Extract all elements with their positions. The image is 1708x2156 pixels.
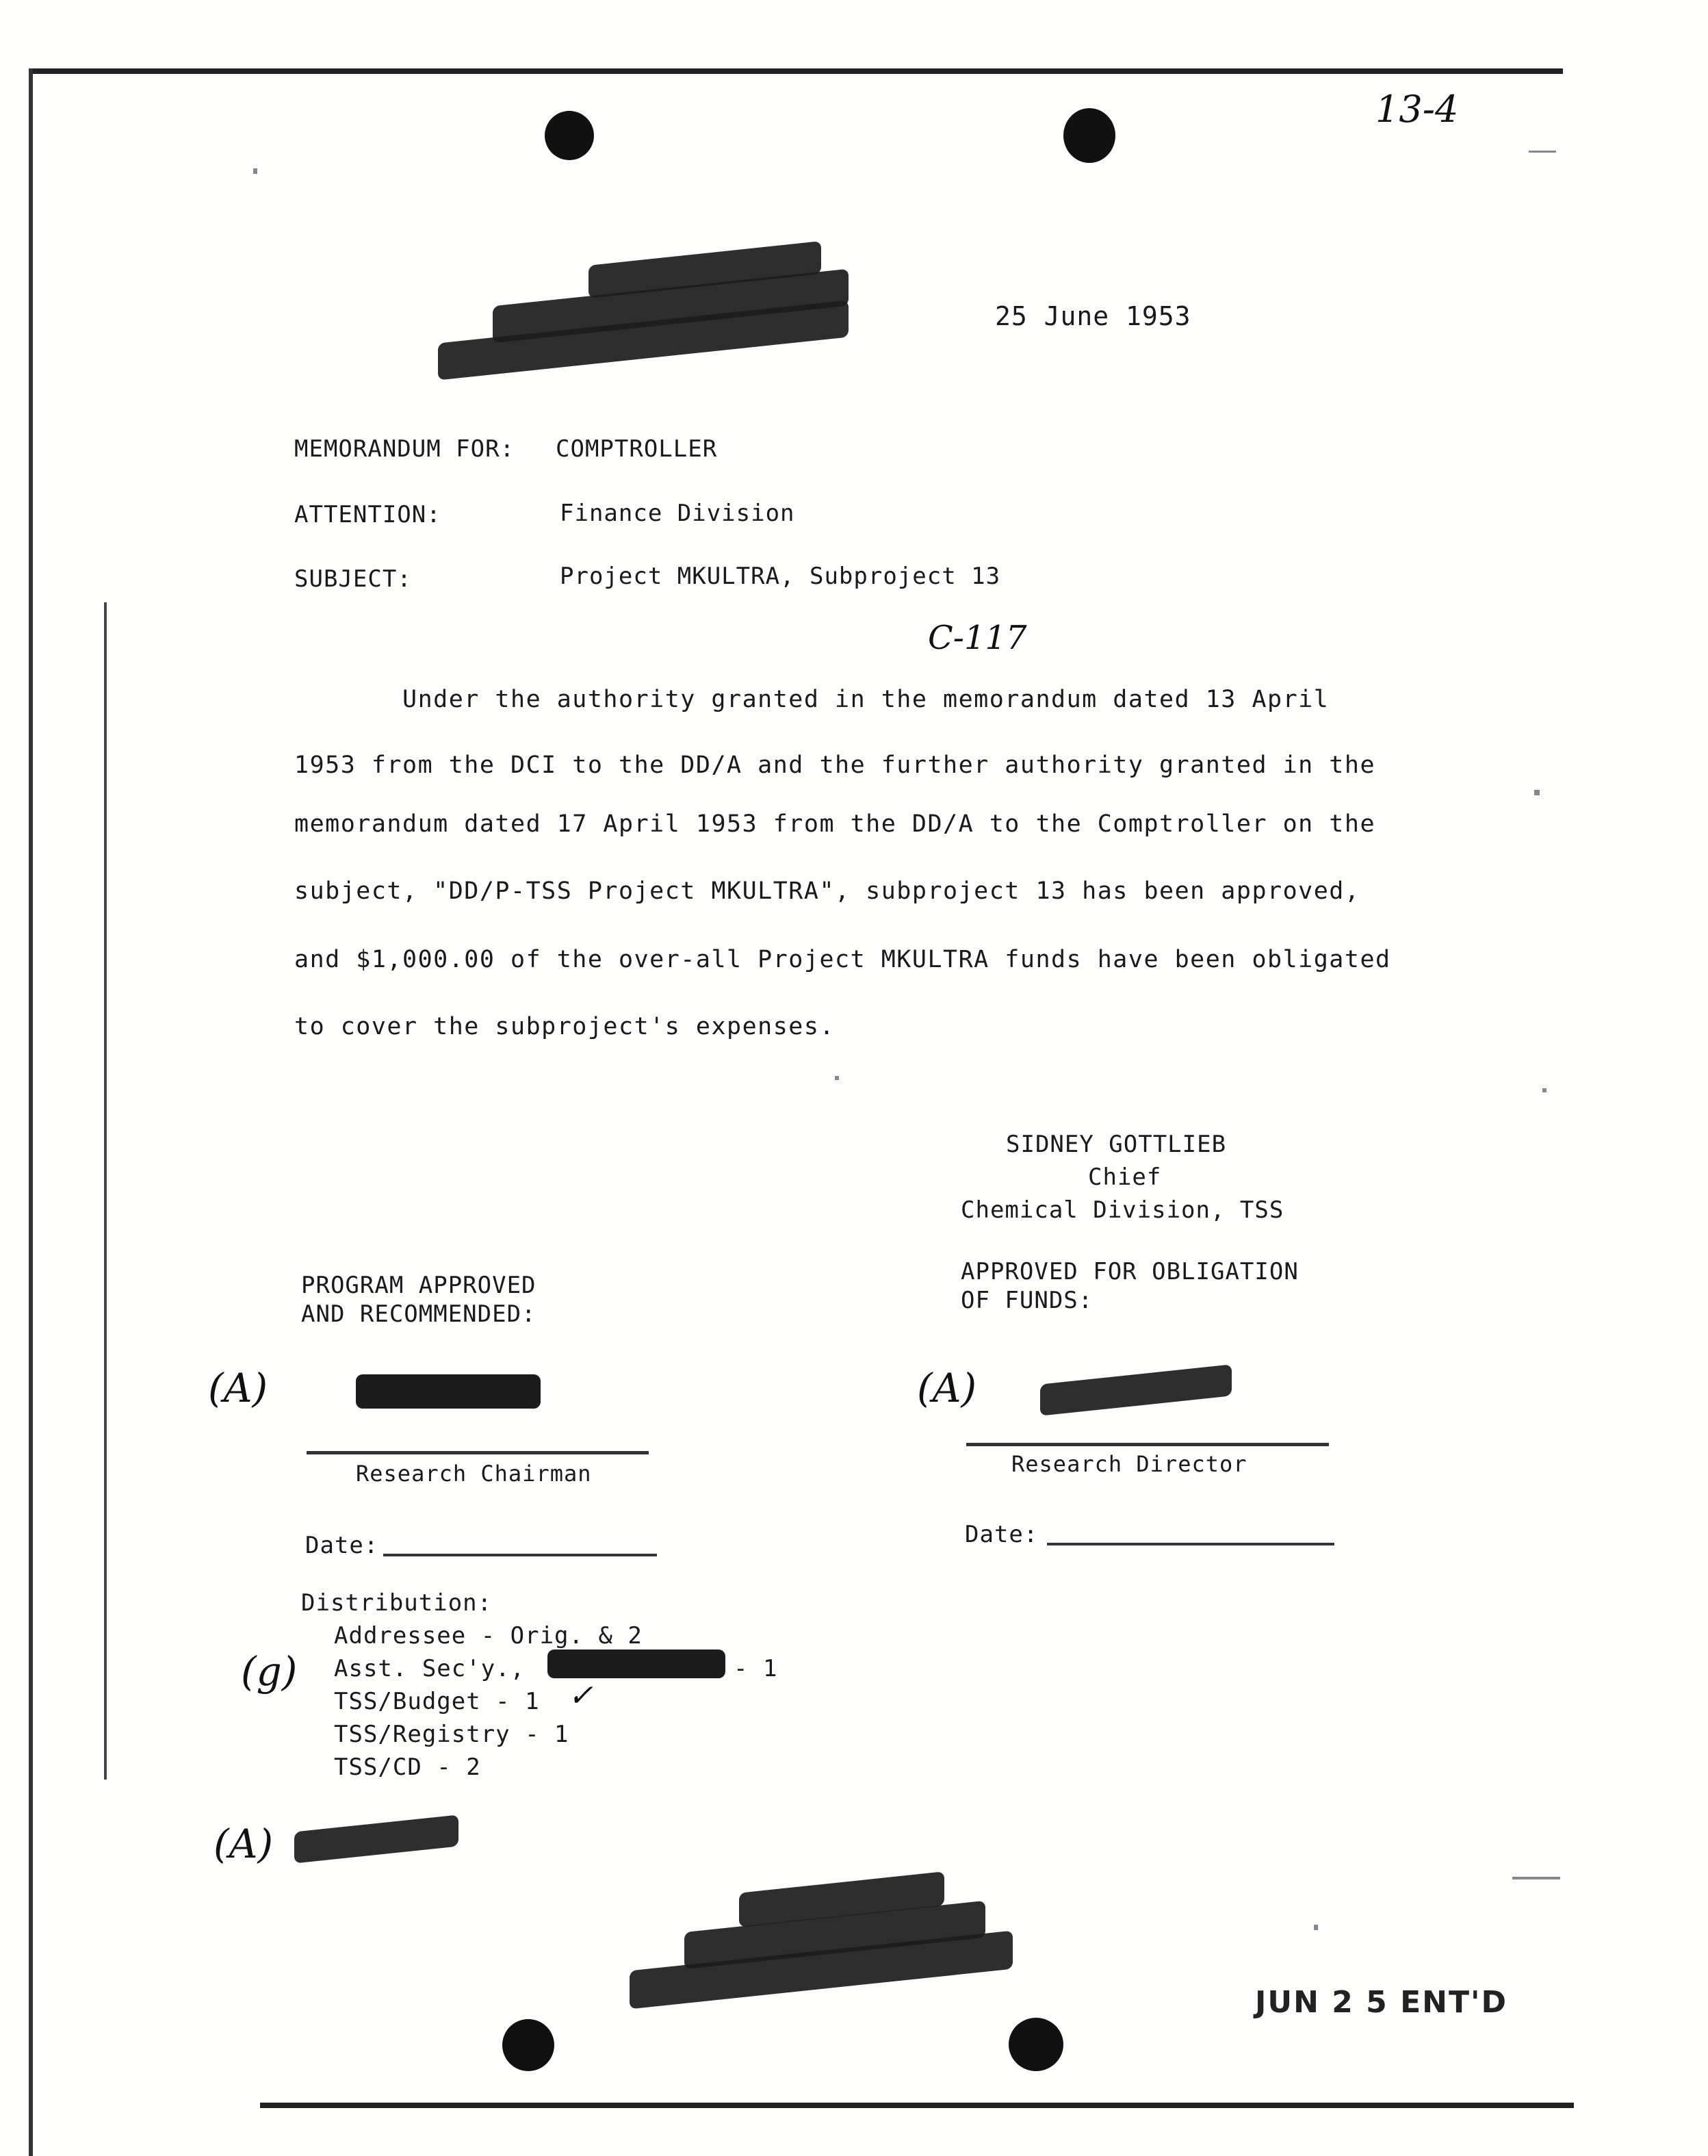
signature-line-right xyxy=(966,1443,1329,1446)
received-stamp: JUN 2 5 ENT'D xyxy=(1255,1985,1508,2020)
page-annotation: 13-4 xyxy=(1375,88,1459,131)
memo-to-label: MEMORANDUM FOR: xyxy=(294,435,515,463)
memo-subject-value: Project MKULTRA, Subproject 13 xyxy=(560,563,1001,590)
body-line: to cover the subproject's expenses. xyxy=(294,1013,836,1040)
distribution-redaction xyxy=(547,1650,725,1678)
approval-right-role: Research Director xyxy=(1011,1451,1247,1477)
scan-speck xyxy=(1529,151,1556,153)
scan-speck xyxy=(1314,1925,1318,1930)
distribution-line: TSS/Budget - 1 xyxy=(334,1688,540,1715)
exemption-marker: (A) xyxy=(917,1365,977,1411)
distribution-line-suffix: - 1 xyxy=(734,1655,778,1682)
signature-redaction-left xyxy=(356,1374,541,1409)
punch-hole xyxy=(1063,108,1115,163)
approval-left-heading: PROGRAM APPROVED xyxy=(301,1272,536,1299)
distribution-line: Asst. Sec'y., xyxy=(334,1655,526,1682)
scan-speck xyxy=(253,168,257,174)
document-number-annotation: C-117 xyxy=(928,619,1027,657)
scan-speck xyxy=(1542,1088,1547,1092)
bottom-redaction xyxy=(294,1814,458,1863)
left-border-line xyxy=(29,68,33,2156)
signer-name: SIDNEY GOTTLIEB xyxy=(1006,1131,1227,1158)
body-line: subject, "DD/P-TSS Project MKULTRA", subproject 13 has been approved, xyxy=(294,877,1360,905)
memo-to-value: COMPTROLLER xyxy=(556,435,718,463)
punch-hole xyxy=(545,111,594,160)
approval-left-role: Research Chairman xyxy=(356,1461,592,1487)
signer-division: Chemical Division, TSS xyxy=(961,1196,1284,1224)
body-line: 1953 from the DCI to the DD/A and the further authority granted in the xyxy=(294,752,1376,779)
punch-hole xyxy=(1009,2018,1063,2071)
signer-title: Chief xyxy=(1088,1164,1162,1191)
memo-date: 25 June 1953 xyxy=(995,301,1191,331)
date-line-left xyxy=(383,1554,657,1556)
approval-right-heading: APPROVED FOR OBLIGATION xyxy=(961,1258,1299,1285)
exemption-marker: (A) xyxy=(214,1821,274,1867)
approval-left-date-label: Date: xyxy=(305,1532,379,1559)
approval-left-heading: AND RECOMMENDED: xyxy=(301,1300,536,1328)
date-line-right xyxy=(1047,1543,1334,1545)
body-line: Under the authority granted in the memorandum dated 13 April xyxy=(402,686,1330,713)
scan-speck xyxy=(1534,790,1540,795)
left-margin-line xyxy=(104,602,107,1780)
signature-line-left xyxy=(307,1451,649,1454)
check-mark: ✓ xyxy=(568,1678,593,1713)
distribution-line: TSS/Registry - 1 xyxy=(334,1721,569,1748)
exemption-marker: (g) xyxy=(241,1648,298,1695)
exemption-marker: (A) xyxy=(208,1365,268,1411)
memo-attention-value: Finance Division xyxy=(560,500,795,527)
memo-attention-label: ATTENTION: xyxy=(294,501,441,528)
scan-speck xyxy=(835,1076,839,1080)
distribution-line: TSS/CD - 2 xyxy=(334,1754,481,1781)
punch-hole xyxy=(502,2019,554,2071)
distribution-heading: Distribution: xyxy=(301,1589,493,1617)
signature-redaction-right xyxy=(1040,1364,1232,1415)
approval-right-heading: OF FUNDS: xyxy=(961,1287,1094,1314)
body-line: memorandum dated 17 April 1953 from the DD/A to the Comptroller on the xyxy=(294,810,1376,838)
scan-speck xyxy=(1512,1877,1560,1879)
body-line: and $1,000.00 of the over-all Project MKULTRA funds have been obligated xyxy=(294,946,1391,973)
approval-right-date-label: Date: xyxy=(965,1521,1039,1548)
bottom-border-line xyxy=(260,2103,1574,2108)
top-border-line xyxy=(30,68,1563,74)
memo-subject-label: SUBJECT: xyxy=(294,565,412,593)
distribution-line: Addressee - Orig. & 2 xyxy=(334,1622,643,1650)
